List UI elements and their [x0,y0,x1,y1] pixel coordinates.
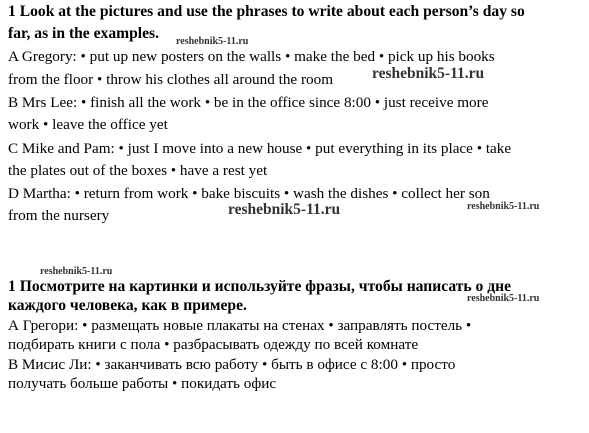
ru-item-a-line-2: подбирать книги с пола • разбрасывать одежду по всей комнате [8,336,419,353]
english-title-line-2: far, as in the examples. [8,25,160,42]
watermark-small: reshebnik5-11.ru [40,266,113,277]
ru-item-a-line-1: А Грегори: • размещать новые плакаты на стенах • заправлять постель • [8,317,472,334]
item-d-line-2: from the nursery [8,207,110,224]
watermark-small: reshebnik5-11.ru [467,293,540,304]
ru-item-b-line-1: В Мисис Ли: • заканчивать всю работу • быть в офисе с 8:00 • просто [8,356,456,373]
item-a-line-2: from the floor • throw his clothes all around the room [8,71,334,88]
watermark-small: reshebnik5-11.ru [467,201,540,212]
item-b-line-2: work • leave the office yet [8,116,168,133]
item-a-line-1: A Gregory: • put up new posters on the walls • make the bed • pick up his books [8,48,495,65]
russian-title-line-2: каждого человека, как в примере. [8,297,247,314]
english-title-line-1: 1 Look at the pictures and use the phrases to write about each person’s day so [8,3,525,20]
item-c-line-2: the plates out of the boxes • have a rest yet [8,162,268,179]
ru-item-b-line-2: получать больше работы • покидать офис [8,375,277,392]
watermark-large: reshebnik5-11.ru [372,65,485,82]
item-c-line-1: C Mike and Pam: • just I move into a new house • put everything in its place • take [8,140,512,157]
item-d-line-1: D Martha: • return from work • bake biscuits • wash the dishes • collect her son [8,185,490,202]
watermark-large: reshebnik5-11.ru [228,201,341,218]
russian-title-line-1: 1 Посмотрите на картинки и используйте фразы, чтобы написать о дне [8,278,512,295]
watermark-small: reshebnik5-11.ru [176,36,249,47]
item-b-line-1: B Mrs Lee: • finish all the work • be in the office since 8:00 • just receive more [8,94,489,111]
